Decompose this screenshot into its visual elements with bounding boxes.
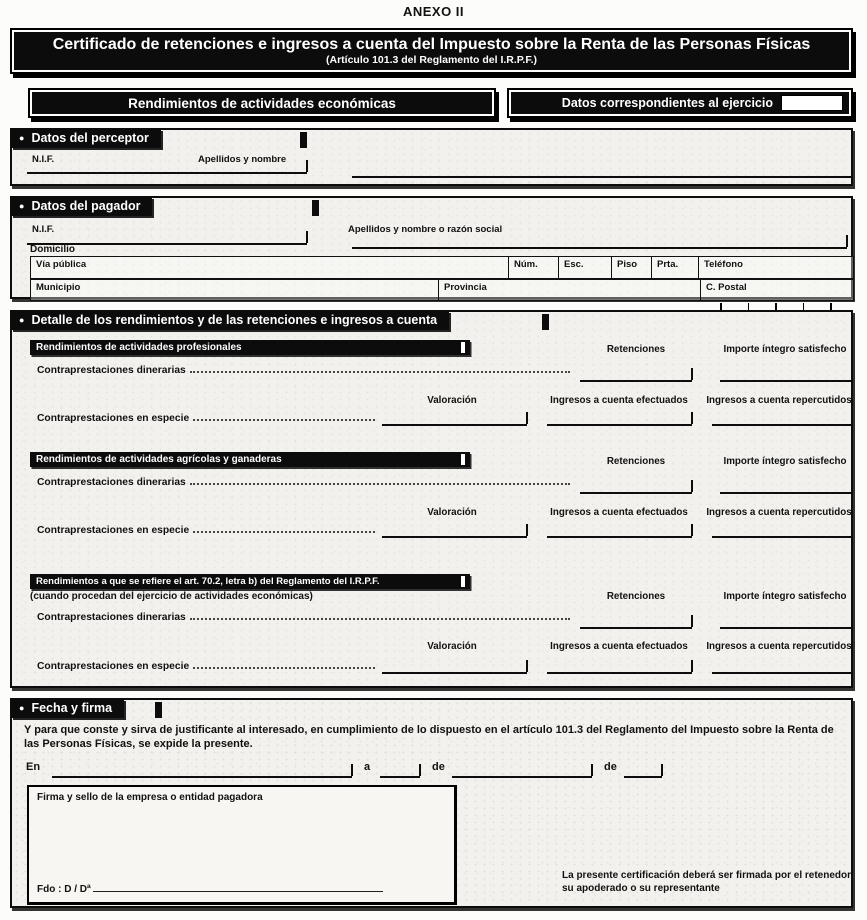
left-banner-label: Rendimientos de actividades económicas: [128, 95, 396, 111]
col-retenciones: Retenciones: [606, 456, 666, 467]
col-valoracion: Valoración: [427, 507, 477, 518]
pagador-header-label: Datos del pagador: [31, 199, 141, 213]
bullet-icon: ●: [19, 201, 25, 211]
piso-cell[interactable]: Piso: [611, 257, 651, 278]
section-pagador: [10, 196, 853, 299]
provincia-cell[interactable]: Provincia: [438, 280, 700, 301]
perceptor-header-bar: [11, 129, 161, 148]
row-especie: [37, 408, 377, 424]
importe-field[interactable]: [720, 366, 852, 382]
especie-label: Contraprestaciones en especie: [37, 661, 190, 672]
de-label-1: de: [432, 761, 445, 773]
dotted-leader: [190, 370, 570, 373]
pagador-header-bar: [11, 197, 152, 216]
dotted-leader: [193, 418, 375, 421]
firma-header-label: Fecha y firma: [31, 701, 113, 715]
col-efectuados: Ingresos a cuenta efectuados: [550, 641, 688, 652]
efectuados-field[interactable]: [547, 410, 692, 426]
pagador-address-grid: [30, 256, 854, 301]
mes-field[interactable]: [452, 760, 592, 778]
row-dinerarias: [37, 472, 572, 488]
row-dinerarias: [37, 360, 572, 376]
col-repercutidos: Ingresos a cuenta repercutidos: [706, 507, 852, 518]
repercutidos-field[interactable]: [712, 658, 852, 674]
ejercicio-banner: [507, 88, 853, 118]
block-art70: [12, 574, 855, 686]
ejercicio-banner-label: Datos correspondientes al ejercicio: [561, 96, 773, 110]
annex-title: ANEXO II: [402, 4, 465, 19]
header-tab-mark: [542, 314, 549, 330]
pagador-nombre-label: Apellidos y nombre o razón social: [348, 224, 503, 235]
col-repercutidos: Ingresos a cuenta repercutidos: [706, 395, 852, 406]
via-publica-cell[interactable]: Vía pública: [36, 259, 87, 270]
c-postal-ticks: [720, 303, 832, 310]
valoracion-field[interactable]: [382, 658, 527, 674]
fdo-label: Fdo : D / Dª: [37, 884, 91, 895]
block-title-bar: Rendimientos de actividades agrícolas y ganaderas: [30, 452, 470, 467]
perceptor-nif-label: N.I.F.: [32, 154, 55, 165]
dotted-leader: [193, 530, 375, 533]
municipio-cell[interactable]: Municipio: [36, 281, 81, 293]
col-importe: Importe íntegro satisfecho: [723, 591, 847, 602]
firma-header-bar: [11, 699, 124, 718]
perceptor-nombre-field[interactable]: [352, 162, 852, 178]
bullet-icon: ●: [19, 703, 25, 713]
dinerarias-label: Contraprestaciones dinerarias: [37, 612, 186, 623]
row-especie: [37, 520, 377, 536]
a-label: a: [364, 761, 371, 773]
esc-cell[interactable]: Esc.: [558, 257, 611, 278]
importe-field[interactable]: [720, 478, 852, 494]
retenedor-note-line1: La presente certificación deberá ser firmada por el retenedor,: [562, 870, 854, 881]
dinerarias-label: Contraprestaciones dinerarias: [37, 365, 186, 376]
en-label: En: [26, 761, 41, 773]
block-profesionales: [12, 340, 855, 440]
col-efectuados: Ingresos a cuenta efectuados: [550, 395, 688, 406]
perceptor-nombre-label: Apellidos y nombre: [198, 154, 287, 165]
bullet-icon: ●: [19, 133, 25, 143]
block-title-bar: Rendimientos de actividades profesionales: [30, 340, 470, 355]
signature-box-label: Firma y sello de la empresa o entidad pagadora: [37, 792, 263, 803]
retenciones-field[interactable]: [580, 478, 692, 494]
lugar-field[interactable]: [52, 760, 352, 778]
section-detalle: [10, 310, 853, 688]
pagador-nif-field[interactable]: [27, 229, 307, 245]
dinerarias-label: Contraprestaciones dinerarias: [37, 477, 186, 488]
block-agricolas: [12, 452, 855, 552]
especie-label: Contraprestaciones en especie: [37, 413, 190, 424]
repercutidos-field[interactable]: [712, 522, 852, 538]
perceptor-header-label: Datos del perceptor: [31, 131, 149, 145]
col-retenciones: Retenciones: [606, 344, 666, 355]
dotted-leader: [190, 617, 570, 620]
row-especie: [37, 656, 377, 672]
perceptor-nif-field[interactable]: [27, 158, 307, 174]
firma-paragraph: Y para que conste y sirva de justificante al interesado, en cumplimiento de lo dispuesto en el artículo 101.3 del Reglamento del Impuesto sobre la Renta de las Personas Físicas, se expide la presente.: [24, 724, 834, 750]
retenciones-field[interactable]: [580, 366, 692, 382]
num-cell[interactable]: Núm.: [508, 257, 558, 278]
form-title: Certificado de retenciones e ingresos a cuenta del Impuesto sobre la Renta de las Personas Físicas: [52, 36, 811, 53]
bullet-icon: ●: [19, 315, 25, 325]
dia-field[interactable]: [380, 760, 420, 778]
retenciones-field[interactable]: [580, 613, 692, 629]
detalle-header-bar: [11, 311, 449, 330]
valoracion-field[interactable]: [382, 522, 527, 538]
retenedor-note: [562, 870, 862, 895]
dotted-leader: [193, 666, 375, 669]
prta-cell[interactable]: Prta.: [651, 257, 698, 278]
pagador-nif-label: N.I.F.: [32, 224, 55, 235]
block-title-bar: Rendimientos a que se refiere el art. 70.2, letra b) del Reglamento del I.R.P.F.: [30, 574, 470, 589]
block-subtitle: (cuando procedan del ejercicio de actividades económicas): [30, 591, 313, 602]
col-importe: Importe íntegro satisfecho: [723, 344, 847, 355]
c-postal-cell[interactable]: [700, 280, 855, 301]
col-efectuados: Ingresos a cuenta efectuados: [550, 507, 688, 518]
repercutidos-field[interactable]: [712, 410, 852, 426]
header-tab-mark: [300, 132, 307, 148]
dotted-leader: [190, 482, 570, 485]
ejercicio-year-input[interactable]: [781, 95, 843, 111]
importe-field[interactable]: [720, 613, 852, 629]
fdo-row: [37, 880, 383, 895]
col-importe: Importe íntegro satisfecho: [723, 456, 847, 467]
retenedor-note-line2: su apoderado o su representante: [562, 882, 720, 894]
section-perceptor: [10, 128, 853, 186]
form-title-article: (Artículo 101.3 del Reglamento del I.R.P.F.): [325, 54, 538, 66]
pagador-domicilio-label: Domicilio: [30, 244, 76, 255]
de-label-2: de: [604, 761, 617, 773]
form-title-banner: [10, 28, 853, 74]
telefono-cell[interactable]: Teléfono: [698, 257, 855, 278]
header-tab-mark: [155, 702, 162, 718]
section-firma: [10, 698, 853, 908]
signature-box[interactable]: [27, 785, 457, 905]
fdo-name-field[interactable]: [93, 880, 383, 892]
detalle-header-label: Detalle de los rendimientos y de las retenciones e ingresos a cuenta: [31, 313, 438, 327]
c-postal-label: C. Postal: [706, 281, 747, 293]
col-repercutidos: Ingresos a cuenta repercutidos: [706, 641, 852, 652]
anio-field[interactable]: [624, 760, 662, 778]
efectuados-field[interactable]: [547, 658, 692, 674]
header-tab-mark: [312, 200, 319, 216]
valoracion-field[interactable]: [382, 410, 527, 426]
col-valoracion: Valoración: [427, 395, 477, 406]
especie-label: Contraprestaciones en especie: [37, 525, 190, 536]
col-retenciones: Retenciones: [606, 591, 666, 602]
pagador-nombre-field[interactable]: [352, 233, 847, 249]
col-valoracion: Valoración: [427, 641, 477, 652]
efectuados-field[interactable]: [547, 522, 692, 538]
row-dinerarias: [37, 607, 572, 623]
left-banner: [28, 88, 496, 118]
